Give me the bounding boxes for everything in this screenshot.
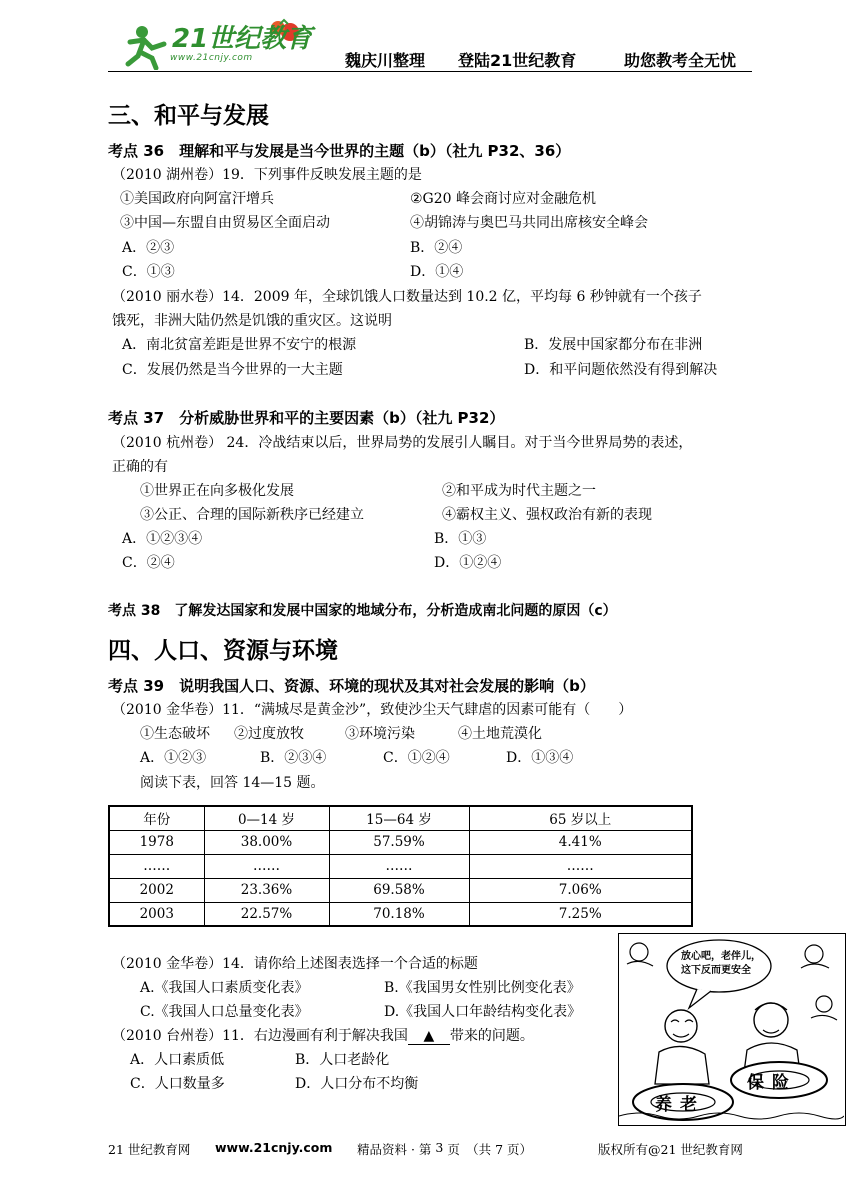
q-jinhua14-option: B.《我国男女性别比例变化表》: [384, 980, 581, 996]
q-lishui-option: B．发展中国家都分布在非洲: [524, 337, 703, 353]
q-hangzhou-option: C．②④: [122, 555, 175, 571]
table-header-cell: 0—14 岁: [204, 806, 329, 830]
q-hangzhou-stem: （2010 杭州卷） 24．冷战结束以后，世界局势的发展引人瞩目。对于当今世界局势的表述，: [112, 435, 693, 451]
q-lishui-option: C．发展仍然是当今世界的一大主题: [122, 362, 343, 378]
ring-label-pension: 养老: [655, 1095, 705, 1115]
q-jinhua11-option: B．②③④: [260, 750, 327, 766]
table-cell: 2002: [109, 878, 204, 902]
population-age-table: [108, 805, 693, 927]
kp39-title: 考点 39 说明我国人口、资源、环境的现状及其对社会发展的影响（b）: [108, 677, 595, 695]
logo-url: www.21cnjy.com: [170, 53, 253, 63]
table-header-cell: 65 岁以上: [469, 806, 692, 830]
table-cell: 7.06%: [469, 878, 692, 902]
q-taizhou-stem-prefix: （2010 台州卷）11．右边漫画有利于解决我国: [112, 1028, 408, 1044]
table-cell: 1978: [109, 830, 204, 854]
q-jinhua11-option: C．①②④: [383, 750, 450, 766]
table-cell: 69.58%: [329, 878, 469, 902]
q-huzhou-stem: （2010 湖州卷）19．下列事件反映发展主题的是: [112, 167, 422, 183]
table-cell: 57.59%: [329, 830, 469, 854]
footer-page-suffix: 页）: [507, 1142, 533, 1157]
table-cell: 2003: [109, 902, 204, 926]
q-lishui-stem-cont: 饿死，非洲大陆仍然是饥饿的重灾区。这说明: [112, 313, 392, 329]
table-cell: 4.41%: [469, 830, 692, 854]
q-lishui-stem: （2010 丽水卷）14．2009 年，全球饥饿人口数量达到 10.2 亿，平均每 6 秒钟就有一个孩子: [112, 289, 702, 305]
ring-label-insurance: 保险: [747, 1073, 797, 1093]
q-jinhua11-stem: （2010 金华卷）11．“满城尽是黄金沙”，致使沙尘天气肆虐的因素可能有（ ）: [112, 702, 633, 718]
footer-page-total: 7: [495, 1142, 504, 1157]
table-row: [109, 902, 692, 926]
kp38-title: 考点 38 了解发达国家和发展中国家的地域分布，分析造成南北问题的原因（c）: [108, 603, 617, 619]
header-slogan-1: 魏庆川整理: [345, 51, 426, 70]
table-row: [109, 878, 692, 902]
aging-insurance-cartoon: [618, 933, 846, 1126]
table-row: [109, 854, 692, 878]
q-lishui-option: A．南北贫富差距是世界不安宁的根源: [122, 337, 357, 353]
q-jinhua11-item: ②过度放牧: [234, 726, 304, 742]
header-slogan-2: 登陆21世纪教育: [458, 51, 577, 70]
q-taizhou-option: D．人口分布不均衡: [295, 1076, 419, 1092]
footer-url: www.21cnjy.com: [215, 1140, 333, 1155]
q-hangzhou-option: B．①③: [434, 531, 487, 547]
kp36-title: 考点 36 理解和平与发展是当今世界的主题（b）（社九 P32、36）: [108, 142, 571, 160]
table-cell: 23.36%: [204, 878, 329, 902]
q-huzhou-item: ③中国—东盟自由贸易区全面启动: [120, 215, 330, 231]
table-cell: 7.25%: [469, 902, 692, 926]
logo-text: 21世纪教育: [172, 24, 313, 54]
q-jinhua14-stem: （2010 金华卷）14．请你给上述图表选择一个合适的标题: [112, 956, 478, 972]
footer-page-mid: 页 （共: [447, 1142, 492, 1157]
kp37-title: 考点 37 分析威胁世界和平的主要因素（b）（社九 P32）: [108, 409, 505, 427]
q-jinhua11-item: ④土地荒漠化: [458, 726, 542, 742]
q-hangzhou-item: ①世界正在向多极化发展: [140, 483, 294, 499]
table-intro: 阅读下表，回答 14—15 题。: [140, 775, 325, 791]
cartoon-speech: [681, 950, 761, 978]
q-jinhua11-option: A．①②③: [140, 750, 207, 766]
footer-page-prefix: 精品资料 · 第: [357, 1142, 432, 1157]
table-header-cell: 年份: [109, 806, 204, 830]
q-huzhou-option: C．①③: [122, 264, 175, 280]
table-cell: ……: [204, 854, 329, 878]
q-jinhua11-item: ①生态破坏: [140, 726, 210, 742]
q-huzhou-option: A．②③: [122, 240, 175, 256]
footer-copyright: 版权所有@21 世纪教育网: [598, 1142, 743, 1157]
table-cell: 38.00%: [204, 830, 329, 854]
section-title-peace: 三、和平与发展: [108, 103, 269, 129]
table-cell: 22.57%: [204, 902, 329, 926]
q-taizhou-option: C．人口数量多: [130, 1076, 225, 1092]
q-jinhua14-option: D.《我国人口年龄结构变化表》: [384, 1004, 582, 1020]
q-taizhou-option: A．人口素质低: [130, 1052, 225, 1068]
q-jinhua11-item: ③环境污染: [345, 726, 415, 742]
q-huzhou-item: ①美国政府向阿富汗增兵: [120, 191, 274, 207]
cartoon-speech-line: 放心吧，老伴儿，: [681, 951, 761, 962]
table-cell: ……: [109, 854, 204, 878]
q-hangzhou-item: ④霸权主义、强权政治有新的表现: [442, 507, 652, 523]
q-jinhua11-option: D．①③④: [506, 750, 574, 766]
q-taizhou-option: B．人口老龄化: [295, 1052, 390, 1068]
cartoon-speech-line: 这下反而更安全: [681, 965, 751, 976]
q-huzhou-item: ④胡锦涛与奥巴马共同出席核安全峰会: [410, 215, 648, 231]
footer-site: 21 世纪教育网: [108, 1142, 191, 1157]
table-cell: 70.18%: [329, 902, 469, 926]
header-slogan-3: 助您教考全无忧: [624, 51, 737, 70]
section-title-population: 四、人口、资源与环境: [108, 638, 338, 664]
q-hangzhou-item: ②和平成为时代主题之一: [442, 483, 596, 499]
table-header-cell: 15—64 岁: [329, 806, 469, 830]
q-taizhou-stem: [112, 1025, 534, 1045]
footer-page: [357, 1140, 532, 1158]
table-header-row: [109, 806, 692, 830]
q-huzhou-option: D．①④: [410, 264, 464, 280]
table-row: [109, 830, 692, 854]
answer-blank: ▲: [408, 1028, 450, 1045]
table-cell: ……: [469, 854, 692, 878]
q-lishui-option: D．和平问题依然没有得到解决: [524, 362, 718, 378]
footer-page-num: 3: [435, 1140, 444, 1155]
q-huzhou-option: B．②④: [410, 240, 463, 256]
q-hangzhou-stem-cont: 正确的有: [112, 459, 168, 475]
q-taizhou-stem-suffix: 带来的问题。: [449, 1028, 534, 1044]
q-huzhou-item: ②G20 峰会商讨应对金融危机: [410, 191, 596, 207]
q-jinhua14-option: A.《我国人口素质变化表》: [140, 980, 309, 996]
table-cell: ……: [329, 854, 469, 878]
q-hangzhou-option: A．①②③④: [122, 531, 203, 547]
q-jinhua14-option: C.《我国人口总量变化表》: [140, 1004, 309, 1020]
q-hangzhou-item: ③公正、合理的国际新秩序已经建立: [140, 507, 364, 523]
q-hangzhou-option: D．①②④: [434, 555, 502, 571]
header-divider: [108, 71, 752, 72]
